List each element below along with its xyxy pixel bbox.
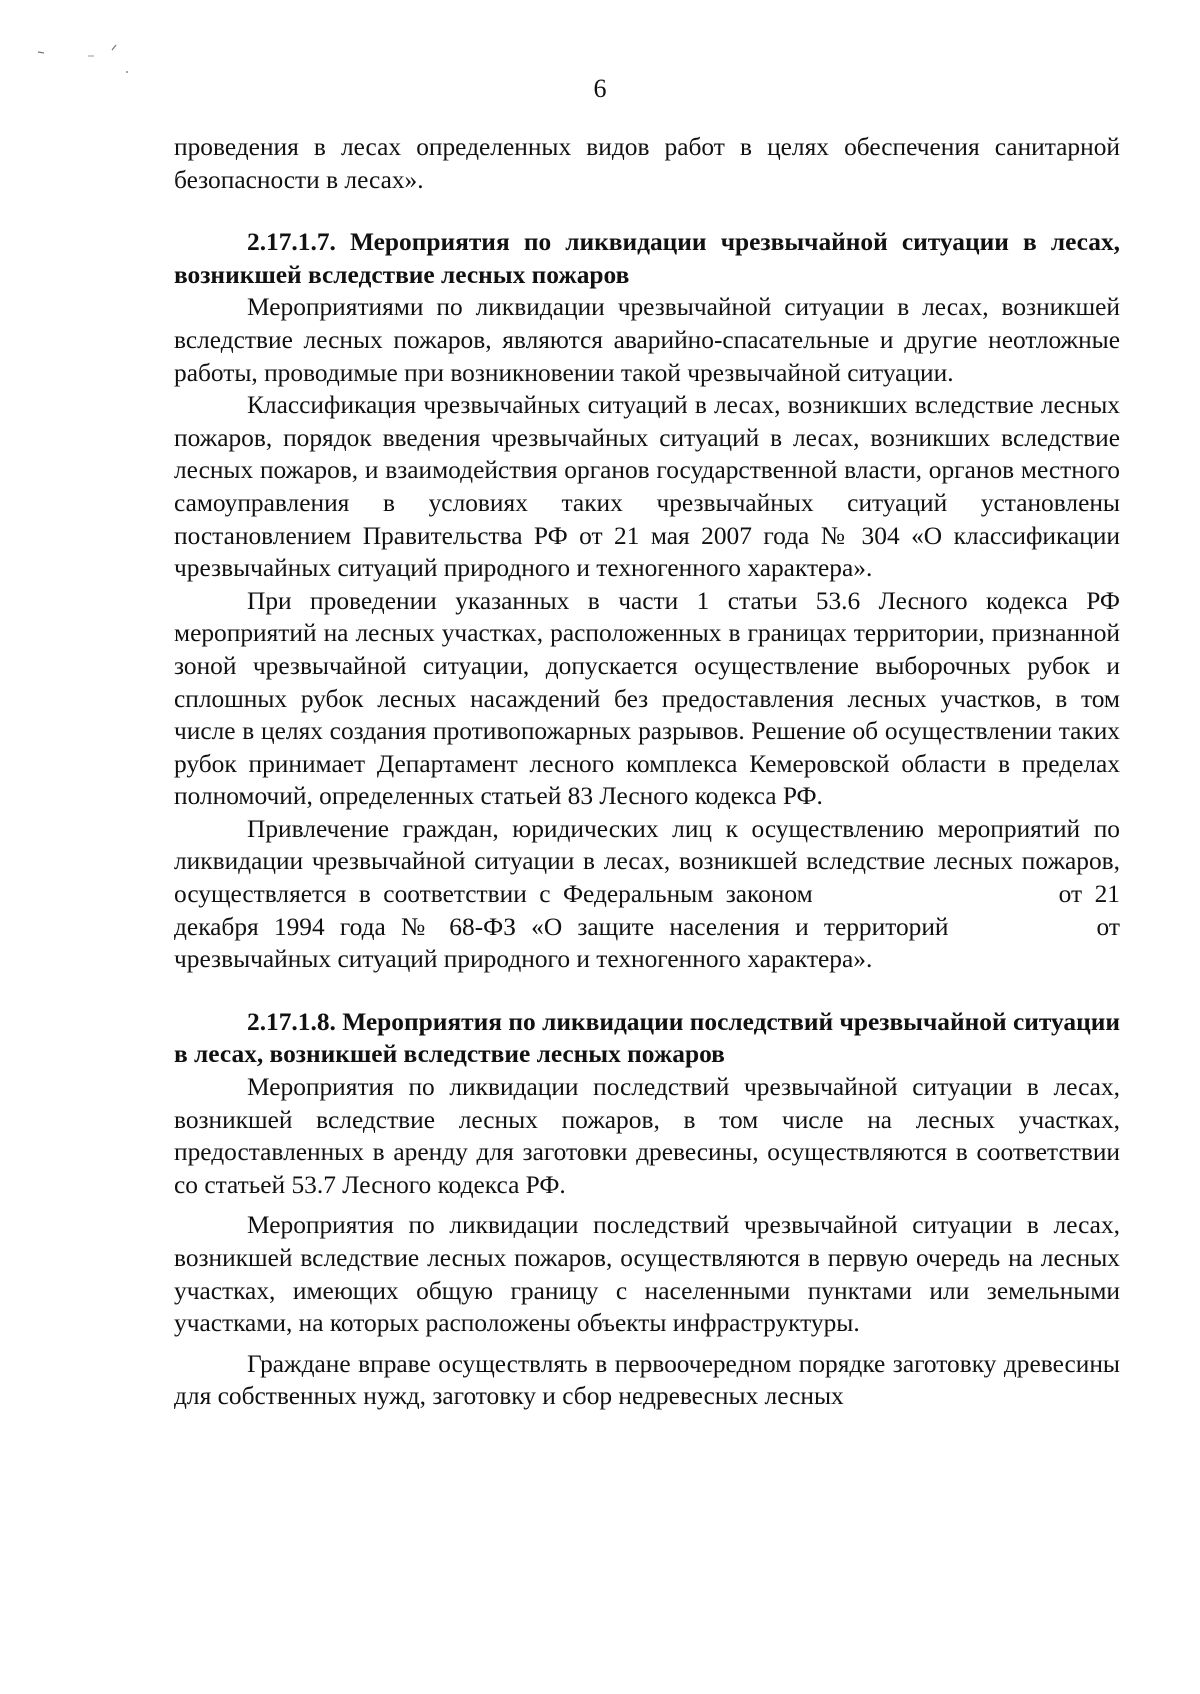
section-heading-2-17-1-8: 2.17.1.8. Мероприятия по ликвидации последствий чрезвычайной ситуации в лесах, возникшей вследствие лесных пожаров: [174, 1007, 1120, 1069]
scan-artifact-marks: [30, 18, 150, 78]
paragraph: При проведении указанных в части 1 статьи 53.6 Лесного кодекса РФ мероприятий на лесных участках, расположенных в границах территории, признанной зоной чрезвычайной ситуации, допускается осуществление выборочных рубок и сплошных рубок лесных насаждений без предоставления лесных участков, в том числе в целях создания противопожарных разрывов. Решение об осуществлении таких рубок принимает Департамент лесного комплекса Кемеровской области в пределах полномочий, определенных статьей 83 Лесного кодекса РФ.: [174, 586, 1120, 811]
paragraph: Классификация чрезвычайных ситуаций в лесах, возникших вследствие лесных пожаров, порядок введения чрезвычайных ситуаций в лесах, возникших вследствие лесных пожаров, и взаимодействия органов государственной власти, органов местного самоуправления в условиях таких чрезвычайных ситуаций установлены постановлением Правительства РФ от 21 мая 2007 года № 304 «О классификации чрезвычайных ситуаций природного и техногенного характера».: [174, 391, 1120, 583]
page-number: 6: [593, 74, 607, 103]
document-body: [174, 131, 1120, 1413]
paragraph-part: Привлечение граждан, юридических лиц к осуществлению мероприятий по ликвидации чрезвычайной ситуации в лесах, возникшей вследствие лесных пожаров, осуществляется в соответствии с Федеральным законом: [174, 814, 1120, 909]
paragraph-continuation: проведения в лесах определенных видов работ в целях обеспечения санитарной безопасности в лесах».: [174, 133, 1120, 194]
paragraph-with-gaps: [174, 813, 1120, 976]
paragraph-part: от 21 декабря 1994 года № 68-ФЗ «О защите населения и территорий: [174, 880, 1120, 941]
section-heading-2-17-1-7: 2.17.1.7. Мероприятия по ликвидации чрезвычайной ситуации в лесах, возникшей вследствие лесных пожаров: [174, 228, 1120, 289]
paragraph-part: от чрезвычайных ситуаций природного и техногенного характера».: [174, 912, 1120, 974]
paragraph: Мероприятиями по ликвидации чрезвычайной ситуации в лесах, возникшей вследствие лесных пожаров, являются аварийно-спасательные и другие неотложные работы, проводимые при возникновении такой чрезвычайной ситуации.: [174, 293, 1120, 387]
paragraph: Граждане вправе осуществлять в первоочередном порядке заготовку древесины для собственных нужд, заготовку и сбор недревесных лесных: [174, 1349, 1120, 1411]
paragraph: Мероприятия по ликвидации последствий чрезвычайной ситуации в лесах, возникшей вследствие лесных пожаров, в том числе на лесных участках, предоставленных в аренду для заготовки древесины, осуществляются в соответствии со статьей 53.7 Лесного кодекса РФ.: [174, 1073, 1120, 1199]
paragraph: Мероприятия по ликвидации последствий чрезвычайной ситуации в лесах, возникшей вследствие лесных пожаров, осуществляются в первую очередь на лесных участках, имеющих общую границу с населенными пунктами или земельными участками, на которых расположены объекты инфраструктуры.: [174, 1211, 1120, 1338]
